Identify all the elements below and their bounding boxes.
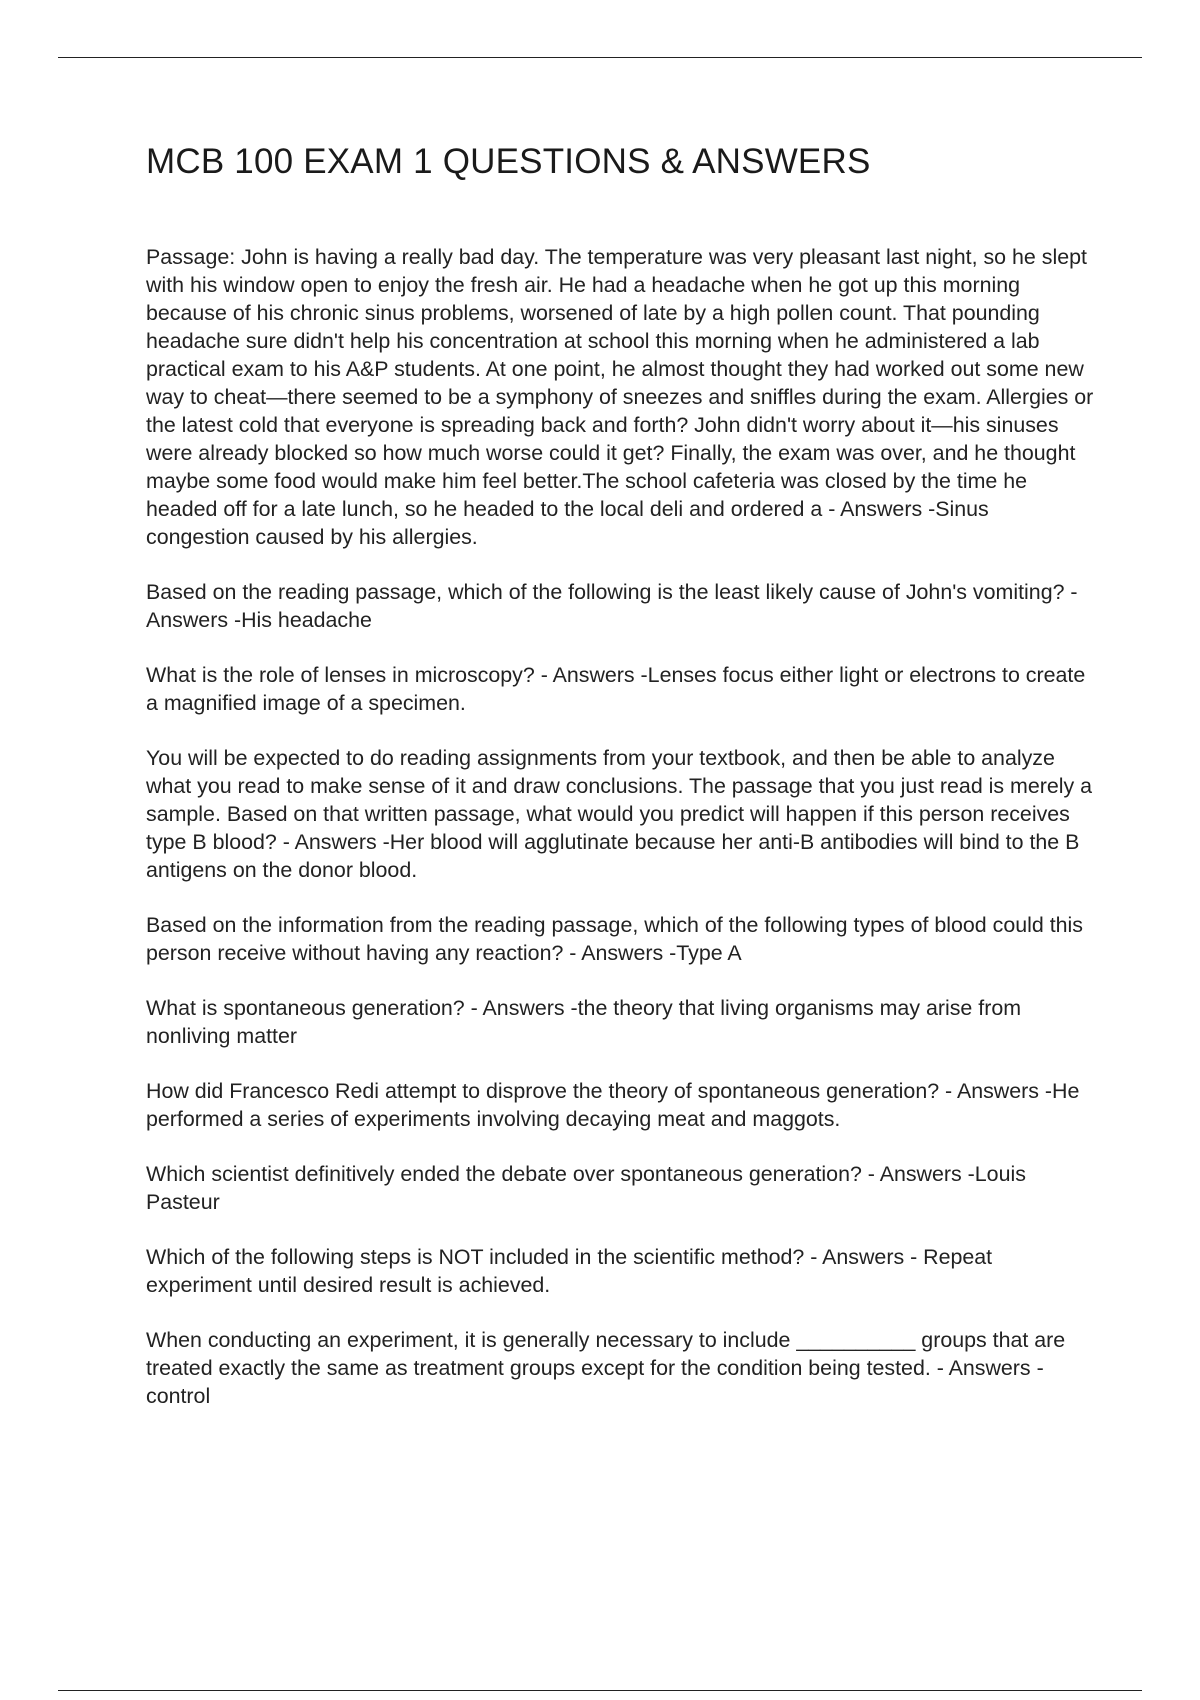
qa-item-scientific-method: Which of the following steps is NOT included in the scientific method? - Answers - Repeat experiment until desired result is achieved. (146, 1245, 993, 1297)
qa-item-pasteur: Which scientist definitively ended the debate over spontaneous generation? - Answers -Louis Pasteur (146, 1162, 1026, 1214)
qa-item-passage: Passage: John is having a really bad day. The temperature was very pleasant last night, so he slept with his window open to enjoy the fresh air. He had a headache when he got up this morning because of his chronic sinus problems, worsened of late by a high pollen count. That pounding headache sure didn't help his concentration at school this morning when he administered a lab practical exam to his A&P students. At one point, he almost thought they had worked out some new way to cheat—there seemed to be a symphony of sneezes and sniffles during the exam. Allergies or the latest cold that everyone is spreading back and forth? John didn't worry about it—his sinuses were already blocked so how much worse could it get? Finally, the exam was over, and he thought maybe some food would make him feel better.The school cafeteria was closed by the time he headed off for a late lunch, so he headed to the local deli and ordered a - Answers -Sinus congestion caused by his allergies. (146, 245, 1094, 549)
qa-item-type-b-blood: You will be expected to do reading assignments from your textbook, and then be able to analyze what you read to make sense of it and draw conclusions. The passage that you just read is merely a sample. Based on that written passage, what would you predict will happen if this person receives type B blood? - Answers -Her blood will agglutinate because her anti-B antibodies will bind to the B antigens on the donor blood. (146, 746, 1093, 882)
qa-item-compatible-blood: Based on the information from the reading passage, which of the following types of blood could this person receive without having any reaction? - Answers -Type A (146, 913, 1083, 965)
qa-list (146, 243, 1096, 1437)
qa-item-lenses: What is the role of lenses in microscopy? - Answers -Lenses focus either light or electrons to create a magnified image of a specimen. (146, 663, 1086, 715)
qa-item-spontaneous-generation: What is spontaneous generation? - Answers -the theory that living organisms may arise from nonliving matter (146, 996, 1022, 1048)
page-title: MCB 100 EXAM 1 QUESTIONS & ANSWERS (146, 142, 871, 181)
top-divider (58, 57, 1142, 58)
bottom-divider (58, 1690, 1142, 1691)
qa-item-vomiting-cause: Based on the reading passage, which of the following is the least likely cause of John's vomiting? - Answers -His headache (146, 580, 1078, 632)
qa-item-control-groups: When conducting an experiment, it is generally necessary to include __________ groups that are treated exactly the same as treatment groups except for the condition being tested. - Answers -control (146, 1328, 1066, 1408)
qa-item-redi: How did Francesco Redi attempt to disprove the theory of spontaneous generation? - Answers -He performed a series of experiments involving decaying meat and maggots. (146, 1079, 1080, 1131)
